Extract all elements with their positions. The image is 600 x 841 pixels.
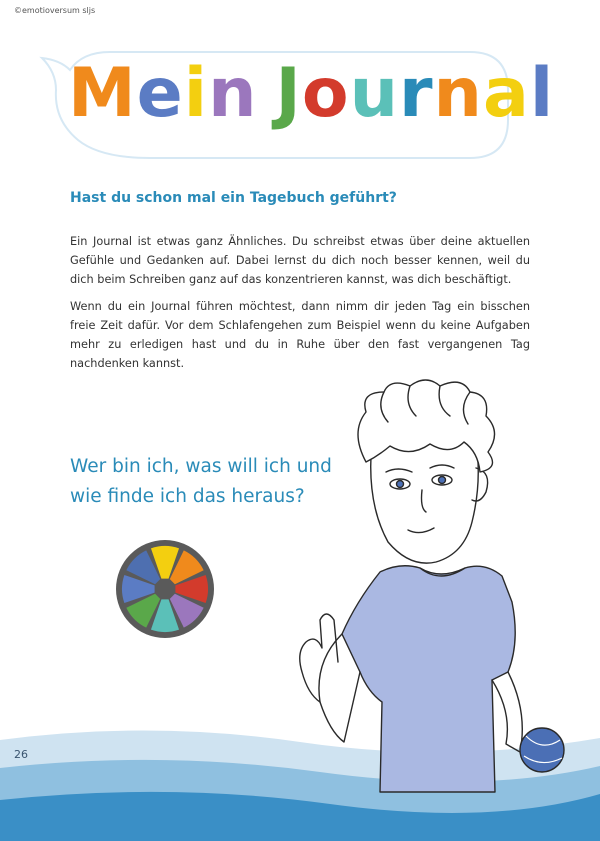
title-letter: e <box>136 54 184 133</box>
title-letter: M <box>68 54 137 133</box>
title-letter: i <box>183 54 209 133</box>
usage-paragraph: Wenn du ein Journal führen möchtest, dann nimm dir jeden Tag ein bisschen freie Zeit dafür. Vor dem Schlafengehen zum Beispiel wenn du keine Aufgaben mehr zu erledigen hast und du in Ruhe über den fast vergangenen Tag nachdenken kannst. <box>70 300 530 370</box>
title-letter: l <box>529 54 555 133</box>
wheel-hub <box>155 579 175 599</box>
title-letter: n <box>208 54 258 133</box>
question-text: Wer bin ich, was will ich und wie finde ich das heraus? <box>70 456 332 507</box>
copyright-note: ©emotioversum sljs <box>14 6 96 15</box>
title-letter: a <box>482 54 530 133</box>
title-letter: r <box>398 54 434 133</box>
emotion-wheel-icon <box>114 538 216 640</box>
title-letter: u <box>349 54 399 133</box>
title-letter <box>258 60 276 128</box>
section-heading: Hast du schon mal ein Tagebuch geführt? <box>70 190 397 206</box>
child-illustration <box>280 372 590 812</box>
title-letter: J <box>275 54 302 133</box>
page-number: 26 <box>14 748 28 761</box>
title-letter: o <box>301 54 350 133</box>
intro-paragraph: Ein Journal ist etwas ganz Ähnliches. Du schreibst etwas über deine aktuellen Gefühle und Gedanken auf. Dabei lernst du dich noch besser kennen, weil du dich beim Schreiben ganz auf das konzentrieren kannst, was dich beschäftigt. <box>70 235 530 286</box>
title-letter: n <box>433 54 483 133</box>
page-title <box>68 54 555 133</box>
